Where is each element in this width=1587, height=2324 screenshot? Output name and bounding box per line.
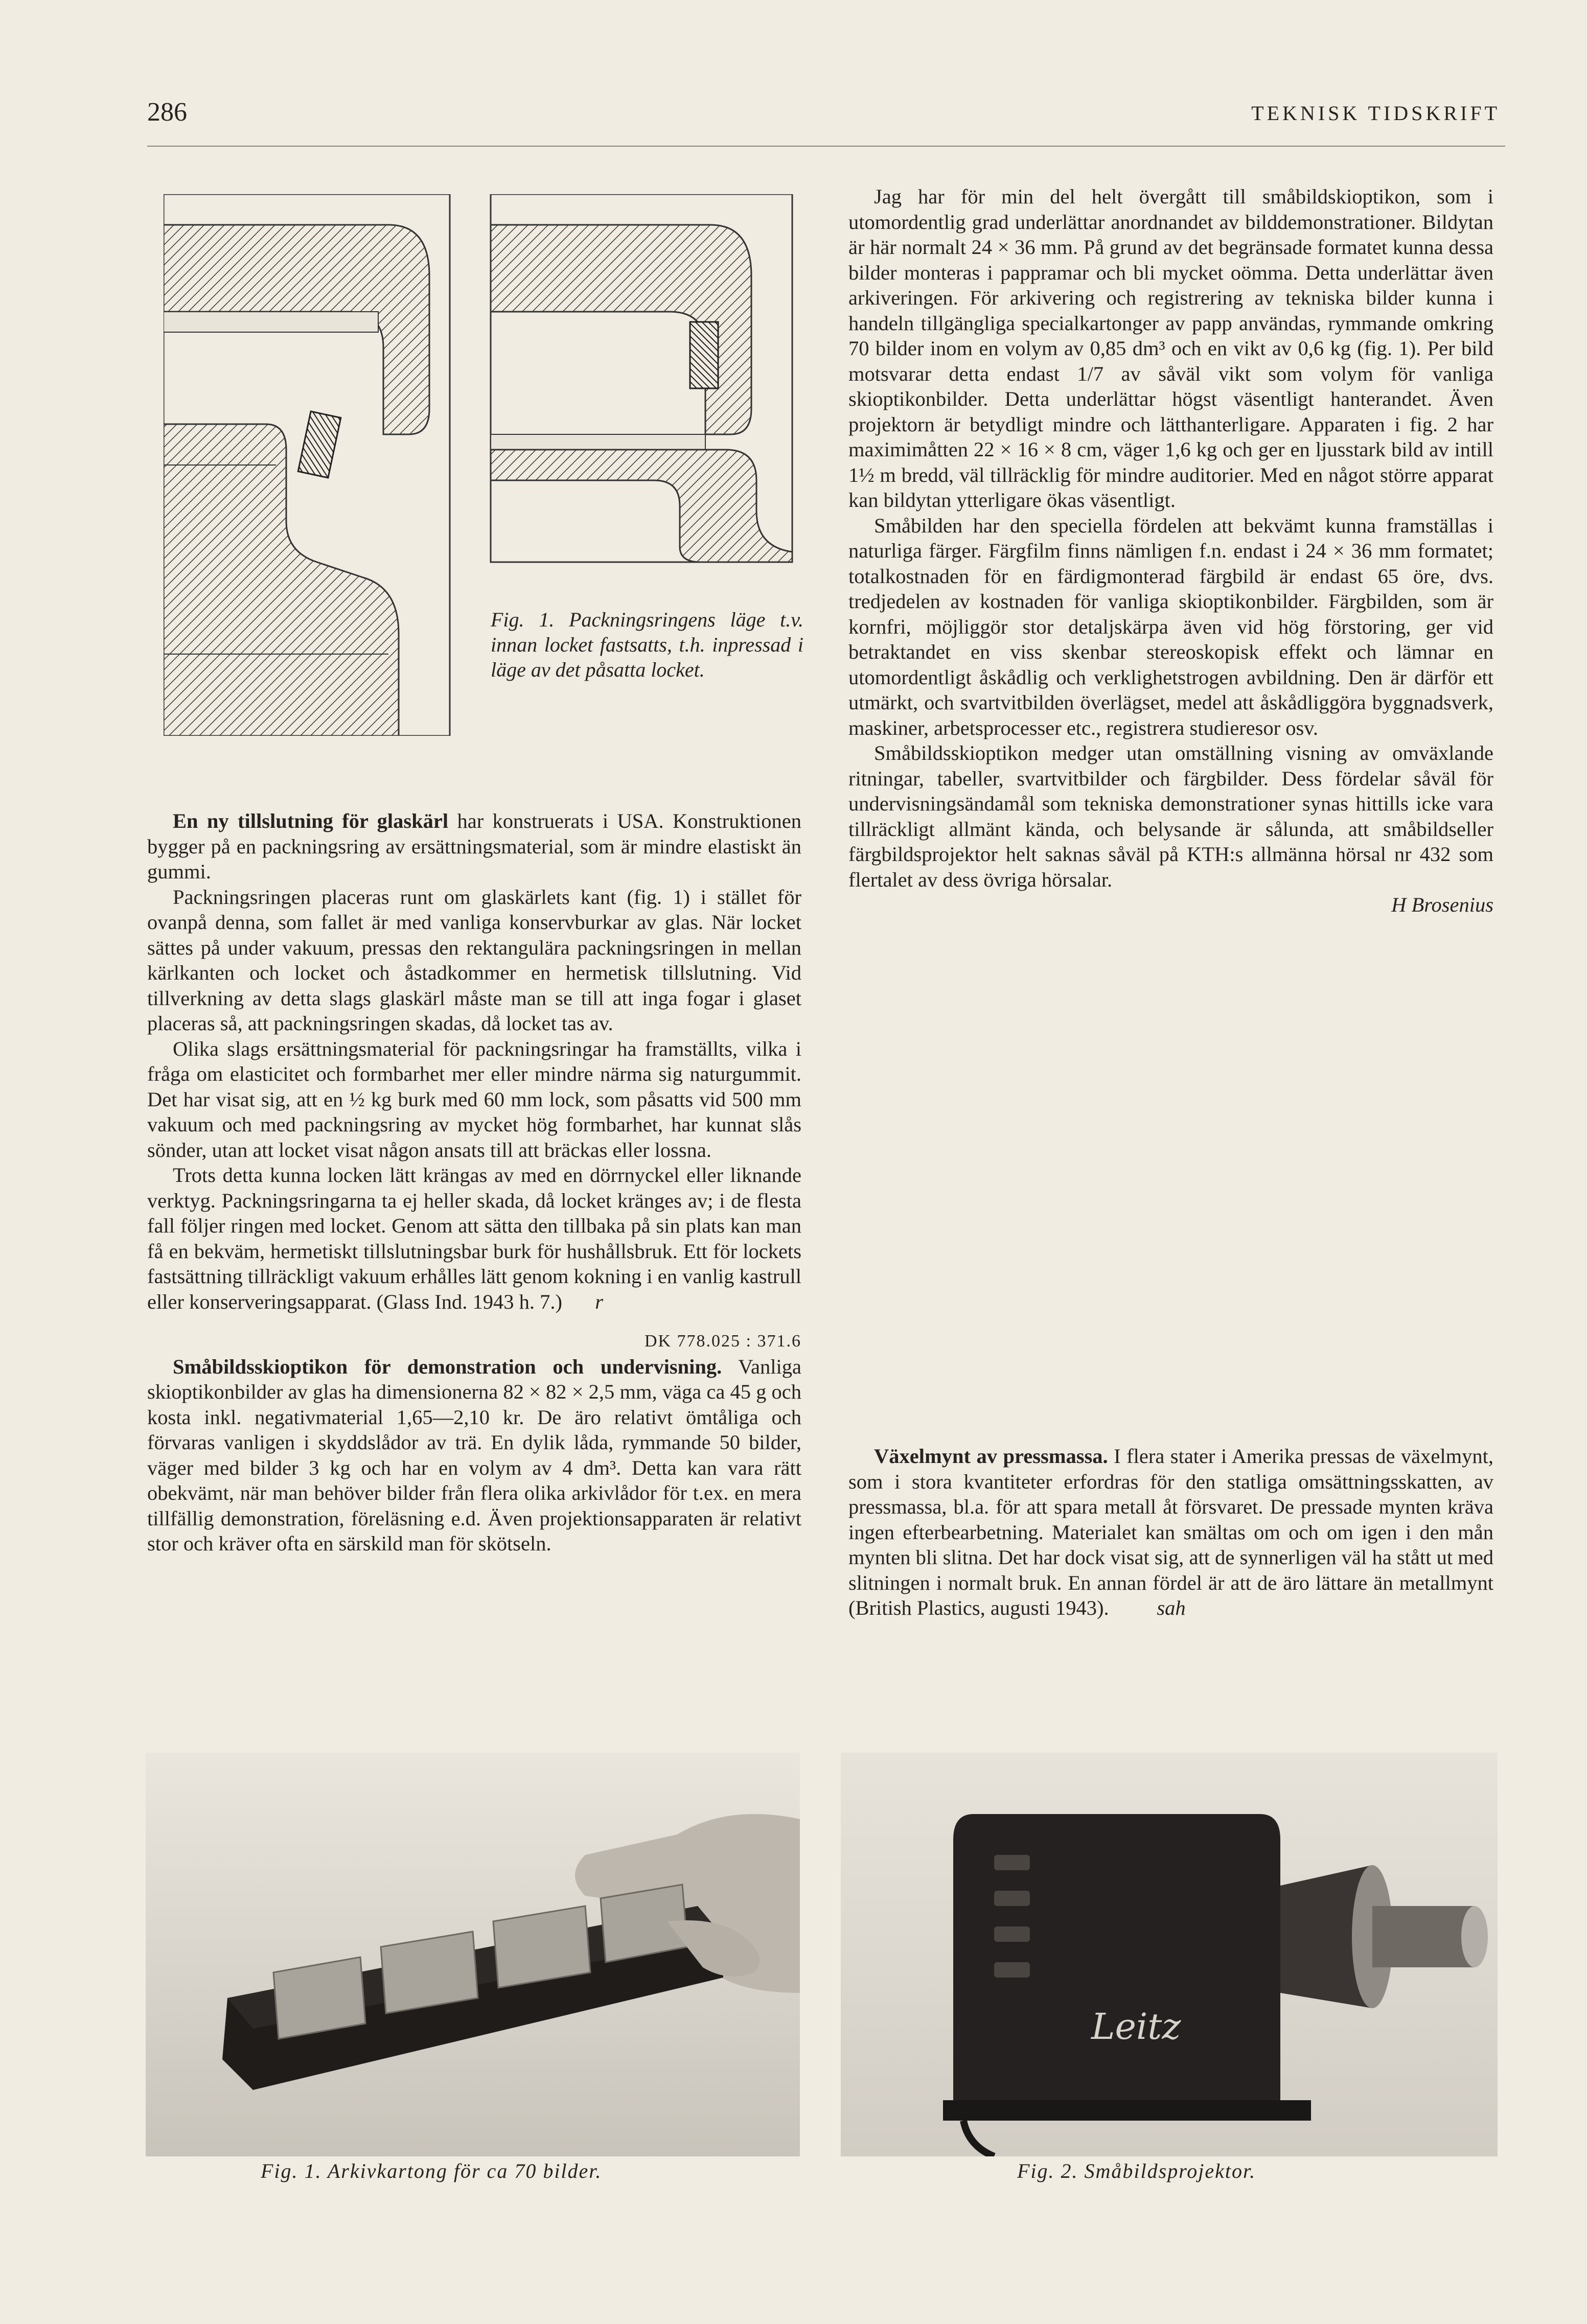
article1-signature: r bbox=[595, 1290, 604, 1313]
dk-classification: DK 778.025 : 371.6 bbox=[644, 1332, 801, 1351]
left-column bbox=[147, 808, 801, 1556]
right-column bbox=[848, 184, 1493, 918]
before-drawing bbox=[164, 194, 450, 736]
slide-archive-box-photo bbox=[146, 1753, 800, 2156]
article2-paragraph-1: Småbildsskioptikon för demonstration och undervisning. Vanliga skioptikonbilder av glas ha dimensionerna 82 × 82 × 2,5 mm, väga ca 45 g och kosta inkl. negativmaterial 1,65—2,10 kr. De äro relativt ömtåliga och förvaras vanligen i skyddslådor av trä. En dylik låda, rymmande 50 bilder, väger med bilder 3 kg och har en volym av 4 dm³. Detta kan vara rätt obekvämt, när man behöver bilder från flera olika arkivlådor för t.ex. en mera tillfällig demonstration, föreläsning e.d. Även projektionsapparaten är relativt stor och kräver ofta en särskild man för skötseln. bbox=[147, 1355, 801, 1555]
article3-heading: Växelmynt av pressmassa. bbox=[874, 1445, 1108, 1468]
page-number: 286 bbox=[147, 98, 187, 127]
article2-paragraph-2: Jag har för min del helt övergått till småbildskioptikon, som i utomordentlig grad underlättar anordnandet av bilddemonstrationer. Bildytan är här normalt 24 × 36 mm. På grund av det begränsade formatet kunna dessa bilder monteras i pappramar och bli mycket oömma. Detta underlättar även arkiveringen. För arkivering och registrering av tekniska bilder kunna i handeln tillgängliga specialkartonger av papp användas, rymmande omkring 70 bilder inom en volym av 0,85 dm³ och en vikt av 0,6 kg (fig. 1). Per bild motsvarar detta endast 1/7 av såväl vikt som volym för vanliga skioptikonbilder. Detta underlättar högst väsentligt hanterandet. Även projektorn är betydligt mindre och lätthanterligare. Apparaten i fig. 2 har maximimåtten 22 × 16 × 8 cm, väger 1,6 kg och ger en ljusstark bild av intill 1½ m bredd, väl tillräcklig för mindre auditorier. Med en något större apparat kan bildytan ytterligare ökas väsentligt. bbox=[848, 185, 1493, 512]
article1-paragraph-1: En ny tillslutning för glaskärl har konstruerats i USA. Konstruktionen bygger på en packningsring av ersättningsmaterial, som är mindre elastiskt än gummi. bbox=[147, 809, 801, 883]
after-drawing bbox=[491, 194, 792, 562]
journal-title: TEKNISK TIDSKRIFT bbox=[1251, 102, 1500, 125]
article2-paragraph-3: Småbilden har den speciella fördelen att bekvämt kunna framställas i naturliga färger. Färgfilm finns nämligen f.n. endast i 24 × 36 mm formatet; totalkostnaden för en färdigmonterad färgbild är endast 65 öre, dvs. tredjedelen av kostnaden för vanliga skioptikonbilder. Färgbilden, som är kornfri, möjliggör stor detaljskärpa även vid hög förstoring, ger vid betraktandet en viss skenbar stereoskopisk effekt och lämnar en utomordentligt åskådlig och verklighetstrogen avbildning. Den är därför ett utmärkt, och svartvitbilden överlägset, medel att åskådliggöra byggnadsverk, maskiner, arbetsprocesser etc., registrera studieresor osv. bbox=[848, 514, 1493, 739]
header-rule bbox=[147, 146, 1505, 147]
figure-1-caption: Fig. 1. Packningsringens läge t.v. innan locket fastsatts, t.h. inpressad i läge av det påsatta locket. bbox=[491, 608, 803, 681]
article1-paragraph-3: Olika slags ersättningsmaterial för packningsringar ha framställts, vilka i fråga om elasticitet och formbarhet mer eller mindre närma sig naturgummit. Det har visat sig, att en ½ kg burk med 60 mm lock, som påsatts vid 500 mm vakuum och med packningsring av mycket hög formbarhet, har kunnat slås sönder, utan att locket visat någon ansats till att bräckas eller lossna. bbox=[147, 1037, 801, 1161]
photo-2-caption: Fig. 2. Småbildsprojektor. bbox=[1017, 2159, 1256, 2182]
leitz-logo: Leitz bbox=[1091, 2006, 1181, 2048]
article3-signature: sah bbox=[1157, 1596, 1186, 1619]
article2-heading: Småbildsskioptikon för demonstration och undervisning. bbox=[173, 1355, 722, 1378]
article1-paragraph-2: Packningsringen placeras runt om glaskärlets kant (fig. 1) i stället för ovanpå denna, som fallet är med vanliga konservburkar av glas. När locket sättes på under vakuum, pressas den rektangulära packningsringen in mellan kärlkanten och locket och åstadkommer en hermetisk tillslutning. Vid tillverkning av detta slags glaskärl måste man se till att inga fogar i glaset placeras så, att packningsringen skadas, då locket tas av. bbox=[147, 885, 801, 1035]
photo-1-caption: Fig. 1. Arkivkartong för ca 70 bilder. bbox=[261, 2159, 602, 2182]
article1-paragraph-4: Trots detta kunna locken lätt krängas av med en dörrnyckel eller liknande verktyg. Packningsringarna ta ej heller skada, då locket kränges av; i de flesta fall följer ringen med locket. Genom att sätta den tillbaka på sin plats kan man få en bekväm, hermetiskt tillslutningsbar burk för hushållsbruk. Ett för lockets fastsättning tillräckligt vakuum erhålles lätt genom kokning i en vanlig kastrull eller konserveringsapparat. (Glass Ind. 1943 h. 7.) r bbox=[147, 1163, 801, 1314]
slide-projector-photo bbox=[841, 1753, 1498, 2156]
article2-paragraph-4: Småbildsskioptikon medger utan omställning visning av omväxlande ritningar, tabeller, svartvitbilder och färgbilder. Dess fördelar såväl för undervisningsändamål som tekniska demonstrationer synas hittills icke vara tillräckligt allmänt kända, och belysande är sålunda, att småbildseller färgbildsprojektor helt saknas såväl på KTH:s allmänna hörsal nr 432 som flertalet av dess övriga hörsalar. bbox=[848, 741, 1493, 891]
right-column-lower bbox=[848, 1444, 1493, 1621]
article2-signature: H Brosenius bbox=[1391, 893, 1493, 916]
article1-heading: En ny tillslutning för glaskärl bbox=[173, 809, 449, 832]
article3-paragraph: Växelmynt av pressmassa. I flera stater i Amerika pressas de växelmynt, som i stora kvantiteter erfordras för den statliga omsättningsskatten, av pressmassa, bl.a. för att spara metall åt försvaret. De pressade mynten kräva ingen efterbearbetning. Materialet kan smältas om och om igen i den mån mynten bli slitna. Det har dock visat sig, att de synnerligen väl ha stått ut med slitningen i normalt bruk. En annan fördel är att de äro lättare än metallmynt (British Plastics, augusti 1943). sah bbox=[848, 1444, 1493, 1621]
